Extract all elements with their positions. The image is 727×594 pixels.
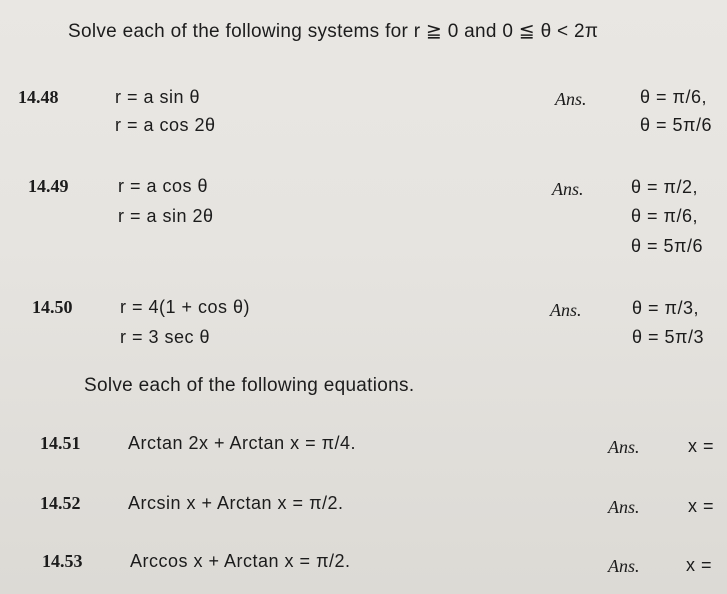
answer-value: θ = π/3, — [632, 298, 699, 318]
problem-number: 14.50 — [32, 297, 73, 317]
problem-number: 14.48 — [18, 87, 59, 107]
answer-value: x = — [686, 555, 713, 575]
equation-text: Arcsin x + Arctan x = π/2. — [128, 493, 344, 513]
systems-instruction: Solve each of the following systems for r ≧ 0 and 0 ≦ θ < 2π — [68, 21, 599, 42]
system-equation: r = a sin 2θ — [118, 206, 214, 226]
answer-value: x = — [688, 436, 715, 456]
system-equation: r = a cos θ — [118, 176, 209, 196]
answer-label: Ans. — [608, 556, 640, 576]
equation-text: Arccos x + Arctan x = π/2. — [130, 551, 351, 571]
answer-value: x = — [688, 496, 715, 516]
equations-instruction: Solve each of the following equations. — [84, 375, 415, 396]
problem-number: 14.51 — [40, 433, 81, 453]
answer-value: θ = 5π/6 — [640, 115, 712, 135]
answer-value: θ = π/6, — [640, 87, 707, 107]
answer-label: Ans. — [555, 89, 587, 109]
answer-label: Ans. — [550, 300, 582, 320]
problem-number: 14.52 — [40, 493, 81, 513]
system-equation: r = 3 sec θ — [120, 327, 211, 347]
answer-value: θ = 5π/6 — [631, 236, 703, 256]
answer-label: Ans. — [608, 497, 640, 517]
system-equation: r = a cos 2θ — [115, 115, 216, 135]
system-equation: r = a sin θ — [115, 87, 201, 107]
answer-value: θ = π/6, — [631, 206, 698, 226]
answer-value: θ = π/2, — [631, 177, 698, 197]
problem-number: 14.49 — [28, 176, 69, 196]
answer-value: θ = 5π/3 — [632, 327, 704, 347]
answer-label: Ans. — [552, 179, 584, 199]
equation-text: Arctan 2x + Arctan x = π/4. — [128, 433, 357, 453]
problem-number: 14.53 — [42, 551, 83, 571]
system-equation: r = 4(1 + cos θ) — [120, 297, 251, 317]
answer-label: Ans. — [608, 437, 640, 457]
